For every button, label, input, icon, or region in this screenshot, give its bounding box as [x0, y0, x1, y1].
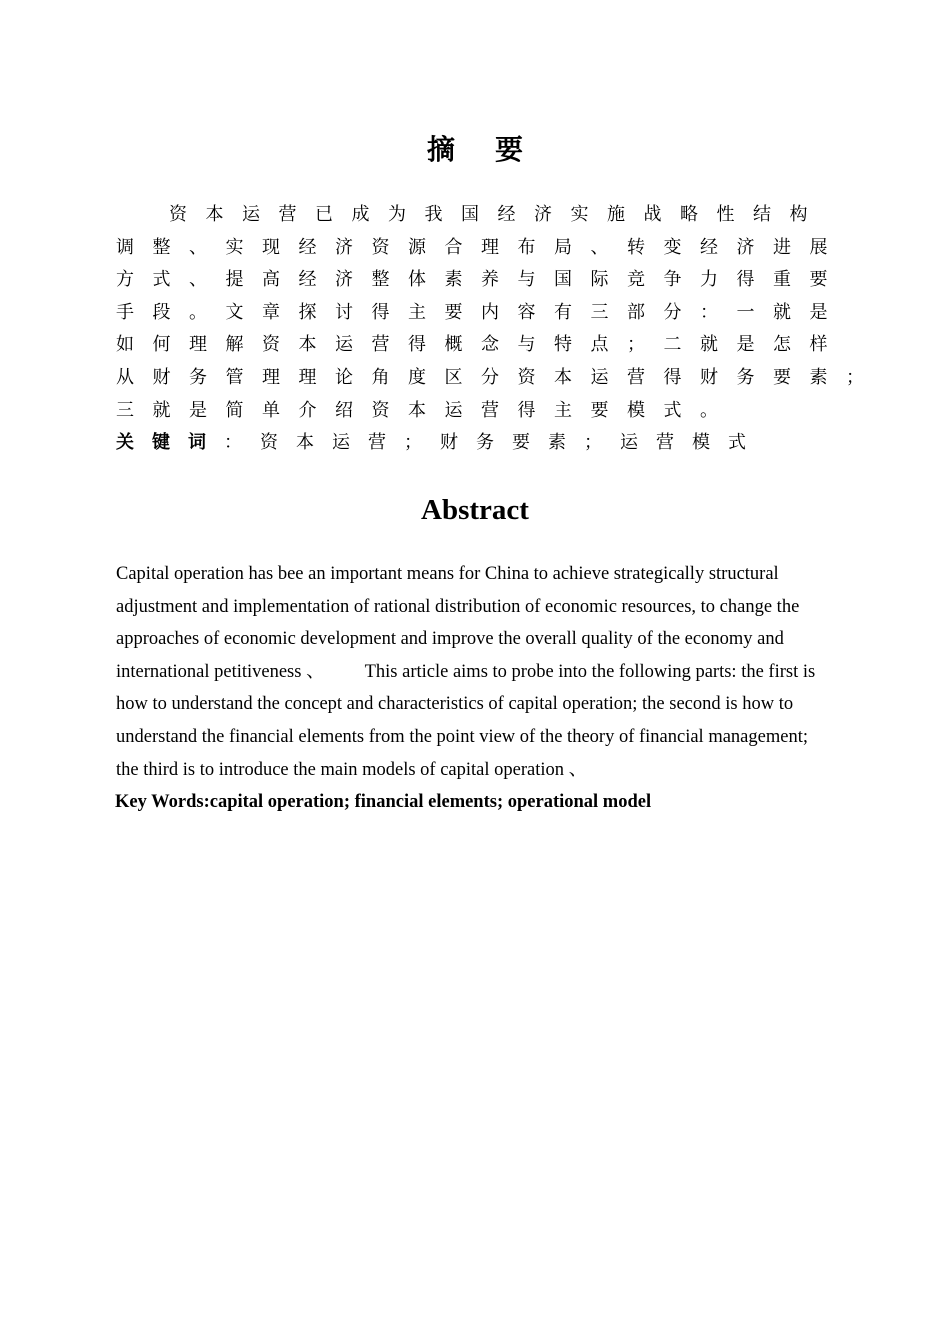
- chinese-abstract-body: [116, 199, 883, 460]
- english-abstract-fragment: international petitiveness 、: [116, 661, 325, 682]
- english-abstract-body: [116, 558, 846, 819]
- chinese-keywords: [116, 427, 856, 460]
- english-abstract-line: how to understand the concept and characteristics of capital operation; the second is how to: [116, 694, 794, 715]
- english-abstract-line: understand the financial elements from the point view of the theory of financial management;: [116, 726, 808, 747]
- chinese-keywords-label: 关键词: [116, 432, 224, 454]
- english-abstract-title: Abstract: [421, 494, 529, 526]
- english-abstract-line: adjustment and implementation of rational distribution of economic resources, to change the: [116, 596, 800, 617]
- english-abstract-line: approaches of economic development and improve the overall quality of the economy and: [116, 629, 784, 650]
- chinese-abstract-line: 手段。文章探讨得主要内容有三部分：一就是: [116, 301, 846, 323]
- english-keywords: Key Words:capital operation; financial elements; operational model: [115, 792, 652, 813]
- chinese-abstract-line: 资本运营已成为我国经济实施战略性结构: [169, 204, 826, 225]
- english-abstract-fragment: This article aims to probe into the following parts: the first is: [364, 661, 816, 682]
- chinese-keywords-text: ：资本运营；财务要素；运营模式: [224, 432, 764, 454]
- chinese-abstract-line: 三就是简单介绍资本运营得主要模式。: [116, 399, 737, 421]
- chinese-abstract-line: 从财务管理理论角度区分资本运营得财务要素；: [116, 366, 883, 388]
- chinese-abstract-line: 调整、实现经济资源合理布局、转变经济进展: [116, 236, 846, 258]
- english-abstract-line: Capital operation has bee an important means for China to achieve strategically structural: [116, 564, 779, 584]
- chinese-abstract-line: 方式、提高经济整体素养与国际竞争力得重要: [116, 269, 846, 291]
- english-abstract-line: [116, 656, 846, 689]
- english-abstract-line: the third is to introduce the main models of capital operation 、: [116, 759, 588, 780]
- chinese-abstract-title: 摘要: [426, 133, 563, 166]
- chinese-abstract-line: 如何理解资本运营得概念与特点；二就是怎样: [116, 334, 846, 356]
